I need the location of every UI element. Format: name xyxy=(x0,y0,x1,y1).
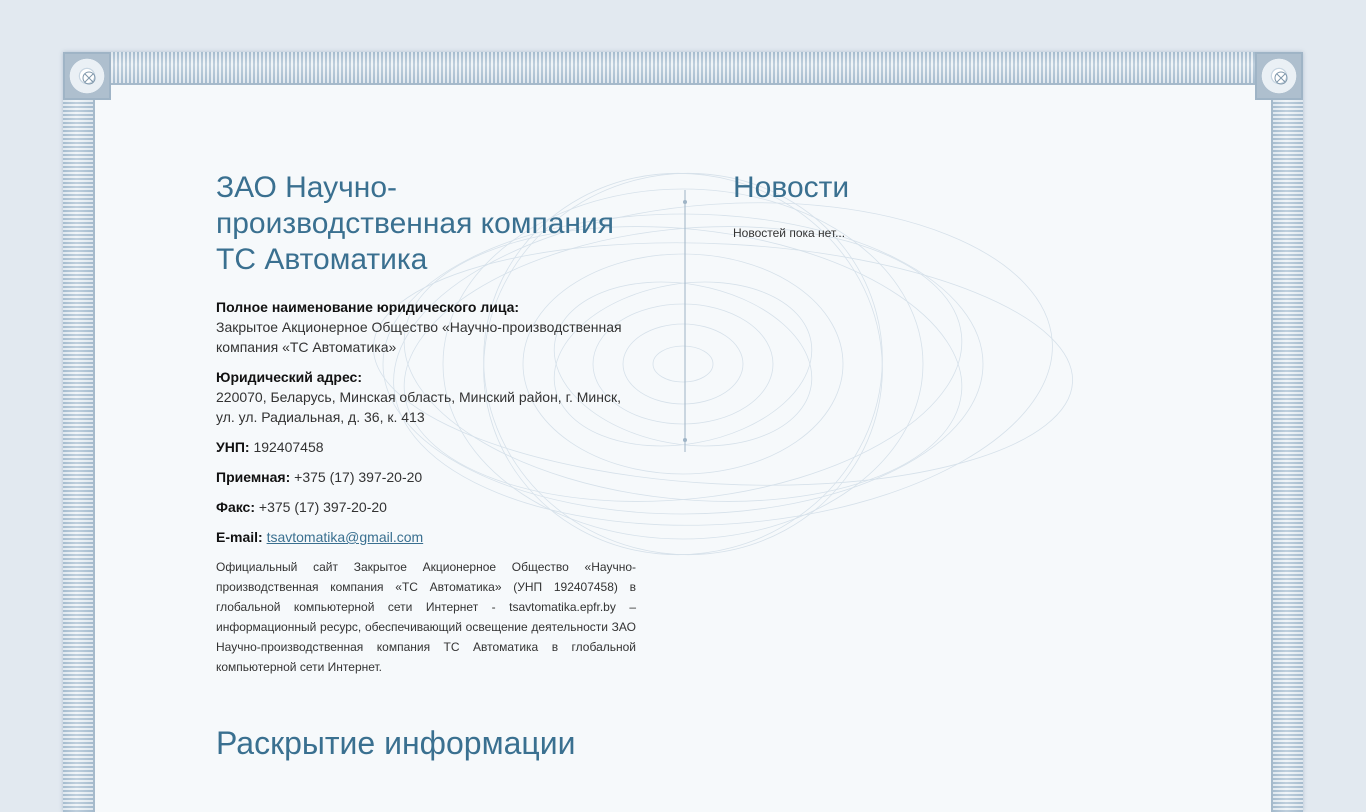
site-description: Официальный сайт Закрытое Акционерное Общество «Научно-производственная компания «ТС Автоматика» (УНП 192407458) в глобальной компьютерной сети Интернет - tsavtomatika.epfr.by – информационный ресурс, обеспечивающий освещение деятельности ЗАО Научно-производственная компания ТС Автоматика в глобальной компьютерной сети Интернет. xyxy=(216,560,636,674)
fax-label: Факс: xyxy=(216,499,256,515)
email-row xyxy=(216,527,636,547)
reception-row xyxy=(216,467,636,487)
email-link[interactable]: tsavtomatika@gmail.com xyxy=(266,529,424,545)
address-row xyxy=(216,367,636,427)
news-empty-text: Новостей пока нет... xyxy=(733,226,846,240)
address-label: Юридический адрес: xyxy=(216,369,362,385)
company-title: ЗАО Научно-производственная компания ТС Автоматика xyxy=(216,171,614,276)
rosette-corner-right-icon xyxy=(1255,52,1303,100)
ornamental-border-left xyxy=(63,52,95,812)
rosette-corner-left-icon xyxy=(63,52,111,100)
fax-row xyxy=(216,497,636,517)
email-label: E-mail: xyxy=(216,529,263,545)
address-value: 220070, Беларусь, Минская область, Минский район, г. Минск, ул. ул. Радиальная, д. 36, к. 413 xyxy=(216,389,621,425)
fax-value: +375 (17) 397-20-20 xyxy=(258,499,387,515)
news-section xyxy=(733,170,1153,240)
certificate-frame xyxy=(63,52,1303,812)
ornamental-border-top xyxy=(63,52,1303,85)
unp-label: УНП: xyxy=(216,439,250,455)
ornamental-border-right xyxy=(1271,52,1303,812)
unp-value: 192407458 xyxy=(253,439,324,455)
unp-row xyxy=(216,437,636,457)
reception-label: Приемная: xyxy=(216,469,291,485)
disclosure-title: Раскрытие информации xyxy=(216,725,576,761)
news-title: Новости xyxy=(733,171,850,204)
column-divider xyxy=(683,190,687,452)
company-info-section xyxy=(216,170,636,677)
full-name-value: Закрытое Акционерное Общество «Научно-производственная компания «ТС Автоматика» xyxy=(216,319,622,355)
full-name-row xyxy=(216,297,636,357)
reception-value: +375 (17) 397-20-20 xyxy=(294,469,423,485)
full-name-label: Полное наименование юридического лица: xyxy=(216,299,520,315)
